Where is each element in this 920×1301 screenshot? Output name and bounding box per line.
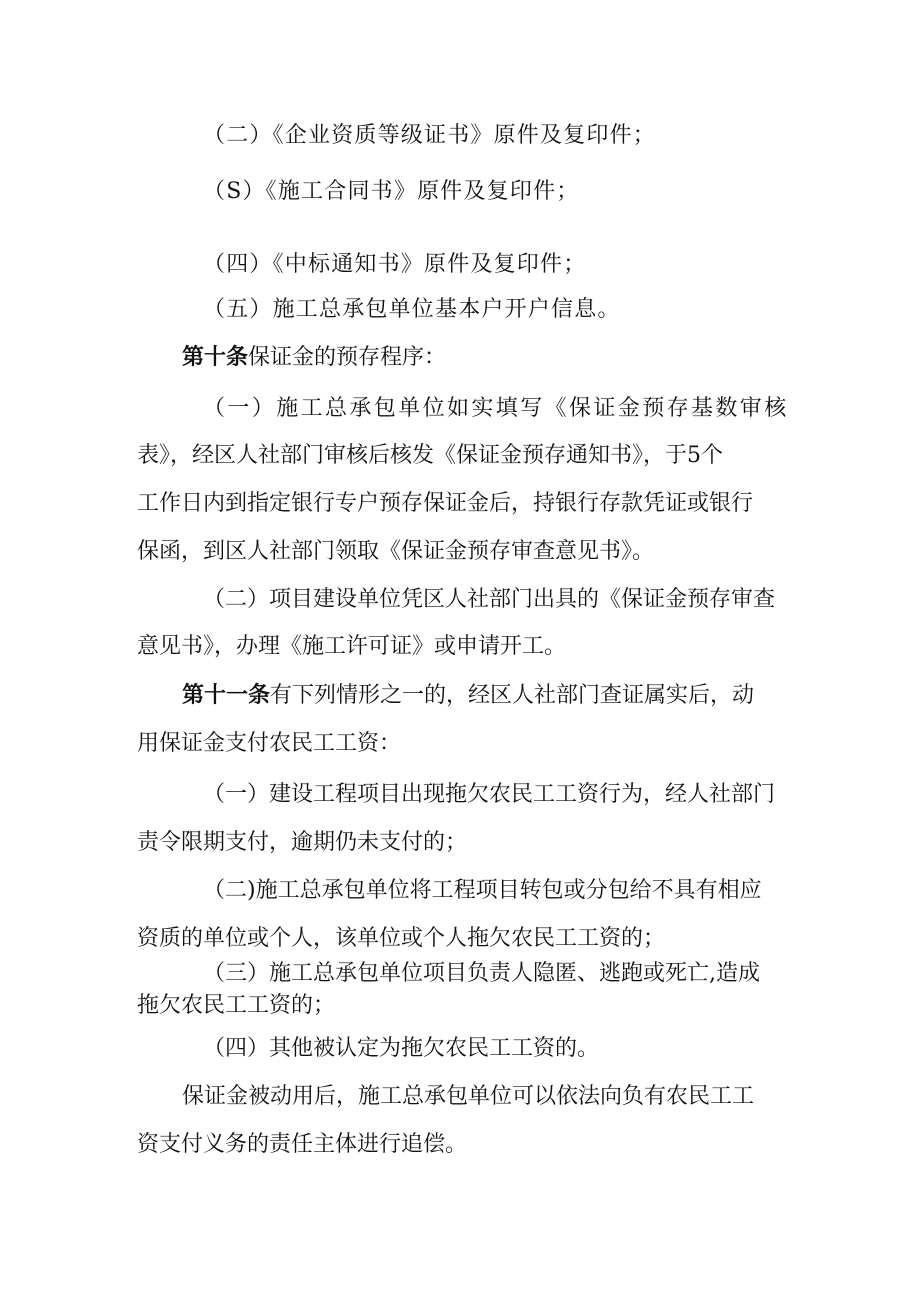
article-10-para2-line1: （二）项目建设单位凭区人社部门出具的《保证金预存审查 [203, 587, 776, 612]
closing-line2: 资支付义务的责任主体进行追偿。 [137, 1132, 468, 1157]
article-11-para2-line2: 资质的单位或个人，该单位或个人拖欠农民工工资的； [137, 926, 666, 951]
article-10-para2-line2: 意见书》，办理《施工许可证》或申请开工。 [137, 634, 567, 659]
item-bid-notice: （四）《中标通知书》原件及复印件； [203, 252, 587, 277]
article-10-heading-line [0, 343, 920, 373]
article-11-para1-line1: （一）建设工程项目出现拖欠农民工工资行为，经人社部门 [203, 782, 776, 807]
article-10-para1-line4: 保函，到区人社部门领取《保证金预存审查意见书》。 [137, 539, 655, 564]
article-10-title: 保证金的预存程序： [248, 345, 447, 370]
item-bank-account-info: （五）施工总承包单位基本户开户信息。 [203, 297, 621, 322]
article-11-para1-line2: 责令限期支付，逾期仍未支付的； [137, 830, 468, 855]
article-11-para3-line2: 拖欠农民工工资的； [137, 993, 336, 1018]
item-enterprise-qualification: （二）《企业资质等级证书》原件及复印件； [203, 123, 657, 148]
article-10-number: 第十条 [182, 345, 249, 370]
article-10-para1-line2: 表》，经区人社部门审核后核发《保证金预存通知书》，于5个 [137, 443, 723, 468]
article-11-number: 第十一条 [182, 683, 271, 708]
article-11-para3-line1: （三）施工总承包单位项目负责人隐匿、逃跑或死亡,造成 [203, 961, 760, 986]
article-10-para1-line3: 工作日内到指定银行专户预存保证金后，持银行存款凭证或银行 [137, 491, 754, 516]
closing-line1: 保证金被动用后，施工总承包单位可以依法向负有农民工工 [182, 1084, 755, 1109]
article-11-para2-line1: （二)施工总承包单位将工程项目转包或分包给不具有相应 [203, 878, 762, 903]
item-construction-contract: （S）《施工合同书》原件及复印件； [203, 179, 580, 204]
article-11-title-line1: 有下列情形之一的，经区人社部门查证属实后，动 [270, 683, 755, 708]
article-11-para4: （四）其他被认定为拖欠农民工工资的。 [203, 1036, 600, 1061]
article-11-heading-line [0, 681, 920, 711]
article-10-para1-line1: （一）施工总承包单位如实填写《保证金预存基数审核 [203, 396, 789, 421]
article-11-title-line2: 用保证金支付农民工工资： [137, 731, 402, 756]
